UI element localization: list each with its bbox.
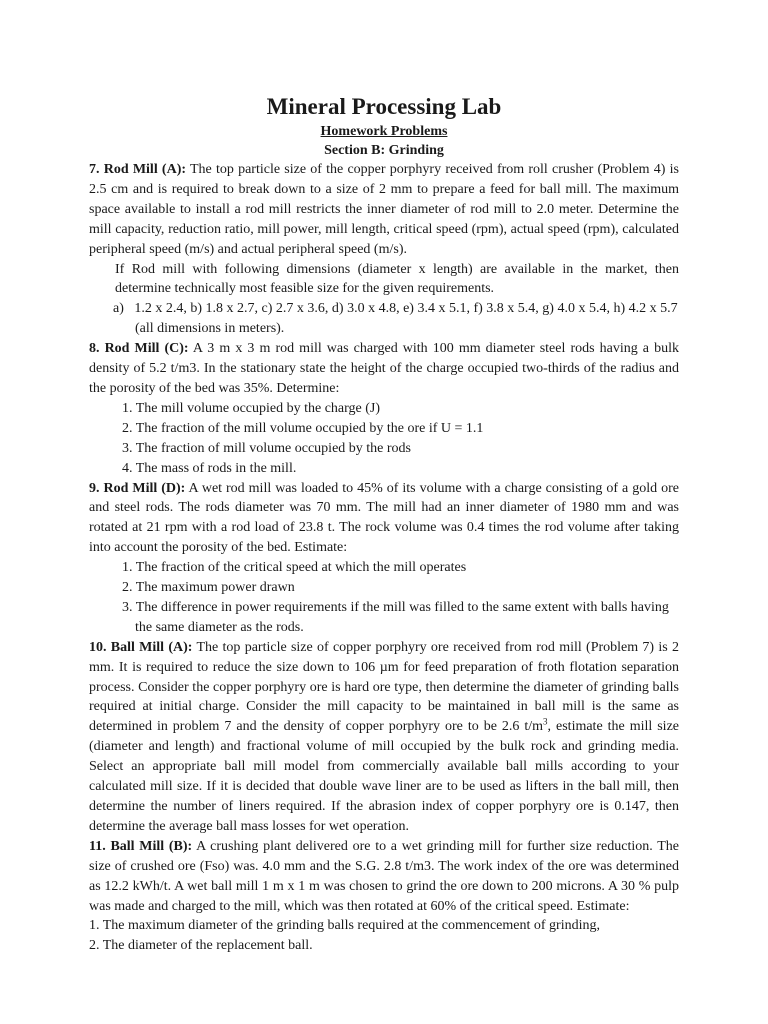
list-item: 3. The fraction of mill volume occupied by the rods bbox=[122, 440, 412, 456]
problem-10 bbox=[89, 638, 679, 837]
document-page bbox=[89, 92, 679, 956]
list-item: 2. The fraction of the mill volume occupied by the ore if U = 1.1 bbox=[122, 420, 484, 436]
list-item: 1. The mill volume occupied by the charge (J) bbox=[122, 400, 381, 416]
problem-10-label: 10. Ball Mill (A): bbox=[89, 639, 193, 655]
problem-10-text-b: , estimate the mill size (diameter and length) and fractional volume of mill occupied by the bulk rock and grinding media. Select an appropriate ball mill model from commercially available ball mills according to your calculated mill size. If it is decided that double wave liner are to be used as lifters in the ball mill, then determine the number of liners required. If the abrasion index of copper porphyry ore is 0.147, then determine the average ball mass losses for wet operation. bbox=[89, 719, 679, 834]
problem-7-text: The top particle size of the copper porphyry received from roll crusher (Problem 4) is 2.5 cm and is required to break down to a size of 2 mm to prepare a feed for ball mill. The maximum space available to install a rod mill restricts the inner diameter of rod mill to 2.0 meter. Determine the mill capacity, reduction ratio, mill power, mill length, critical speed (rpm), actual speed (rpm), calculated peripheral speed (m/s) and actual peripheral speed (m/s). bbox=[89, 162, 679, 257]
problem-8-list bbox=[89, 399, 679, 479]
problem-11-list bbox=[89, 916, 679, 956]
superscript: 3 bbox=[543, 716, 548, 727]
problem-11-label: 11. Ball Mill (B): bbox=[89, 838, 193, 854]
problem-9 bbox=[89, 479, 679, 559]
list-item: 2. The diameter of the replacement ball. bbox=[89, 938, 313, 954]
list-item: 3. The difference in power requirements if the mill was filled to the same extent with balls having the same diameter as the rods. bbox=[122, 599, 669, 635]
problem-7-options: a) 1.2 x 2.4, b) 1.8 x 2.7, c) 2.7 x 3.6, d) 3.0 x 4.8, e) 3.4 x 5.1, f) 3.8 x 5.4, g) 4.0 x 5.4, h) 4.2 x 5.7 (all dimensions in meters). bbox=[113, 301, 678, 337]
section-heading: Section B: Grinding bbox=[324, 143, 444, 158]
page-subtitle: Homework Problems bbox=[320, 124, 448, 139]
problem-8-label: 8. Rod Mill (C): bbox=[89, 341, 189, 357]
problem-9-list bbox=[89, 558, 679, 638]
problem-10-text-a: The top particle size of copper porphyry ore received from rod mill (Problem 7) is 2 mm. It is required to reduce the size down to 106 µm for feed preparation of froth flotation separation process. Consider the copper porphyry ore is hard ore type, then determine the diameter of grinding balls required at initial charge. Consider the mill capacity to be maintained in ball mill is the same as determined in problem 7 and the density of copper porphyry ore to be 2.6 t/m bbox=[89, 639, 679, 735]
list-item: 4. The mass of rods in the mill. bbox=[122, 460, 297, 476]
problem-7-followup: If Rod mill with following dimensions (diameter x length) are available in the market, then determine technically most feasible size for the given requirements. bbox=[115, 261, 679, 297]
list-item: 1. The maximum diameter of the grinding balls required at the commencement of grinding, bbox=[89, 918, 600, 934]
problem-7-label: 7. Rod Mill (A): bbox=[89, 162, 187, 177]
problem-11 bbox=[89, 837, 679, 917]
problem-8-text: A 3 m x 3 m rod mill was charged with 100 mm diameter steel rods having a bulk density of 5.2 t/m3. In the stationary state the height of the charge occupied two-thirds of the radius and the porosity of the bed was 35%. Determine: bbox=[89, 341, 679, 396]
problem-9-text: A wet rod mill was loaded to 45% of its volume with a charge consisting of a gold ore and steel rods. The rods diameter was 70 mm. The mill had an inner diameter of 1980 mm and was rotated at 21 rpm with a rod load of 23.8 t. The rock volume was 0.4 times the rod volume after taking into account the porosity of the bed. Estimate: bbox=[89, 480, 679, 556]
problem-8 bbox=[89, 339, 679, 399]
problem-11-text: A crushing plant delivered ore to a wet grinding mill for further size reduction. The size of crushed ore (Fso) was. 4.0 mm and the S.G. 2.8 t/m3. The work index of the ore was determined as 12.2 kWh/t. A wet ball mill 1 m x 1 m was chosen to grind the ore down to 200 microns. A 30 % pulp was made and charged to the mill, which was then rotated at 60% of the critical speed. Estimate: bbox=[89, 838, 679, 914]
problem-7 bbox=[89, 160, 679, 260]
list-item: 2. The maximum power drawn bbox=[122, 580, 295, 596]
page-title: Mineral Processing Lab bbox=[266, 94, 502, 119]
problem-9-label: 9. Rod Mill (D): bbox=[89, 480, 186, 496]
list-item: 1. The fraction of the critical speed at which the mill operates bbox=[122, 560, 467, 576]
